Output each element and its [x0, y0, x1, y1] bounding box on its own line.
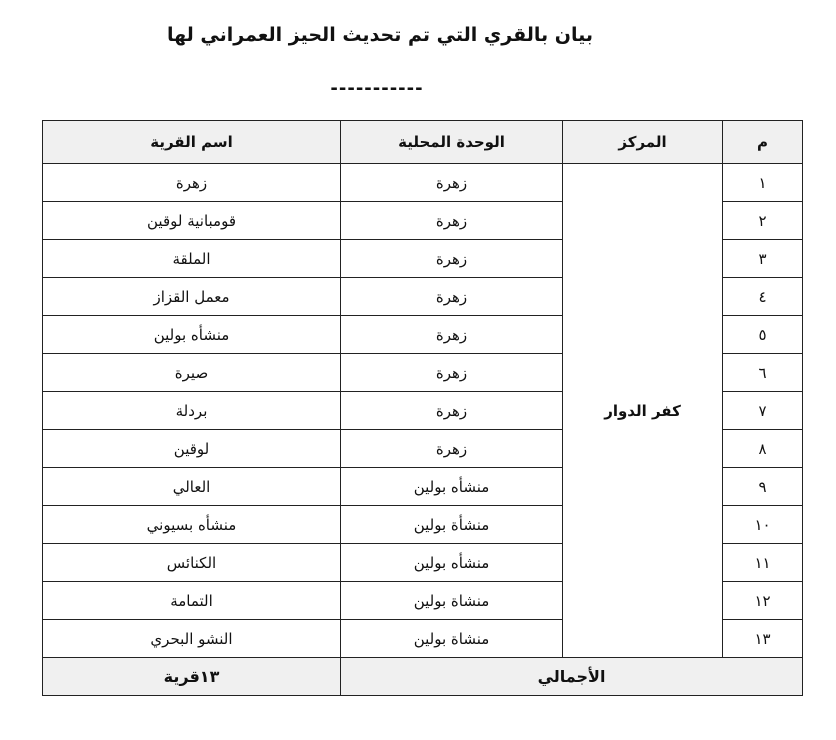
- title-separator: -----------: [330, 78, 424, 99]
- row-village: معمل القزاز: [43, 278, 341, 316]
- row-unit: منشاة بولين: [341, 582, 563, 620]
- table-row: [43, 164, 803, 202]
- total-value: ١٣قرية: [43, 658, 341, 696]
- row-village: قومبانية لوقين: [43, 202, 341, 240]
- row-village: العالي: [43, 468, 341, 506]
- row-unit: منشاة بولين: [341, 620, 563, 658]
- row-unit: زهرة: [341, 316, 563, 354]
- row-village: بردلة: [43, 392, 341, 430]
- row-num: ٨: [723, 430, 803, 468]
- center-cell: كفر الدوار: [563, 164, 723, 658]
- row-unit: زهرة: [341, 354, 563, 392]
- row-unit: زهرة: [341, 240, 563, 278]
- row-village: التمامة: [43, 582, 341, 620]
- row-village: الكنائس: [43, 544, 341, 582]
- row-num: ١: [723, 164, 803, 202]
- row-num: ٩: [723, 468, 803, 506]
- total-row: [43, 658, 803, 696]
- row-unit: زهرة: [341, 164, 563, 202]
- row-num: ١١: [723, 544, 803, 582]
- row-num: ٣: [723, 240, 803, 278]
- row-unit: منشأه بولين: [341, 468, 563, 506]
- row-num: ٥: [723, 316, 803, 354]
- row-num: ١٢: [723, 582, 803, 620]
- row-unit: منشأة بولين: [341, 506, 563, 544]
- row-num: ٤: [723, 278, 803, 316]
- total-label: الأجمالي: [341, 658, 803, 696]
- row-village: الملقة: [43, 240, 341, 278]
- row-village: لوقين: [43, 430, 341, 468]
- page-title: بيان بالقري التي تم تحديث الحيز العمراني لها: [166, 24, 594, 46]
- header-center: المركز: [563, 121, 723, 164]
- header-village: اسم القرية: [43, 121, 341, 164]
- row-village: منشأه بسيوني: [43, 506, 341, 544]
- row-unit: زهرة: [341, 392, 563, 430]
- row-num: ٧: [723, 392, 803, 430]
- row-unit: زهرة: [341, 430, 563, 468]
- row-unit: منشأه بولين: [341, 544, 563, 582]
- row-num: ١٣: [723, 620, 803, 658]
- row-num: ١٠: [723, 506, 803, 544]
- row-unit: زهرة: [341, 278, 563, 316]
- row-num: ٦: [723, 354, 803, 392]
- row-num: ٢: [723, 202, 803, 240]
- header-unit: الوحدة المحلية: [341, 121, 563, 164]
- row-village: النشو البحري: [43, 620, 341, 658]
- row-village: منشأه بولين: [43, 316, 341, 354]
- row-village: زهرة: [43, 164, 341, 202]
- row-village: صيرة: [43, 354, 341, 392]
- header-num: م: [723, 121, 803, 164]
- villages-table: [42, 120, 803, 696]
- row-unit: زهرة: [341, 202, 563, 240]
- table-header-row: [43, 121, 803, 164]
